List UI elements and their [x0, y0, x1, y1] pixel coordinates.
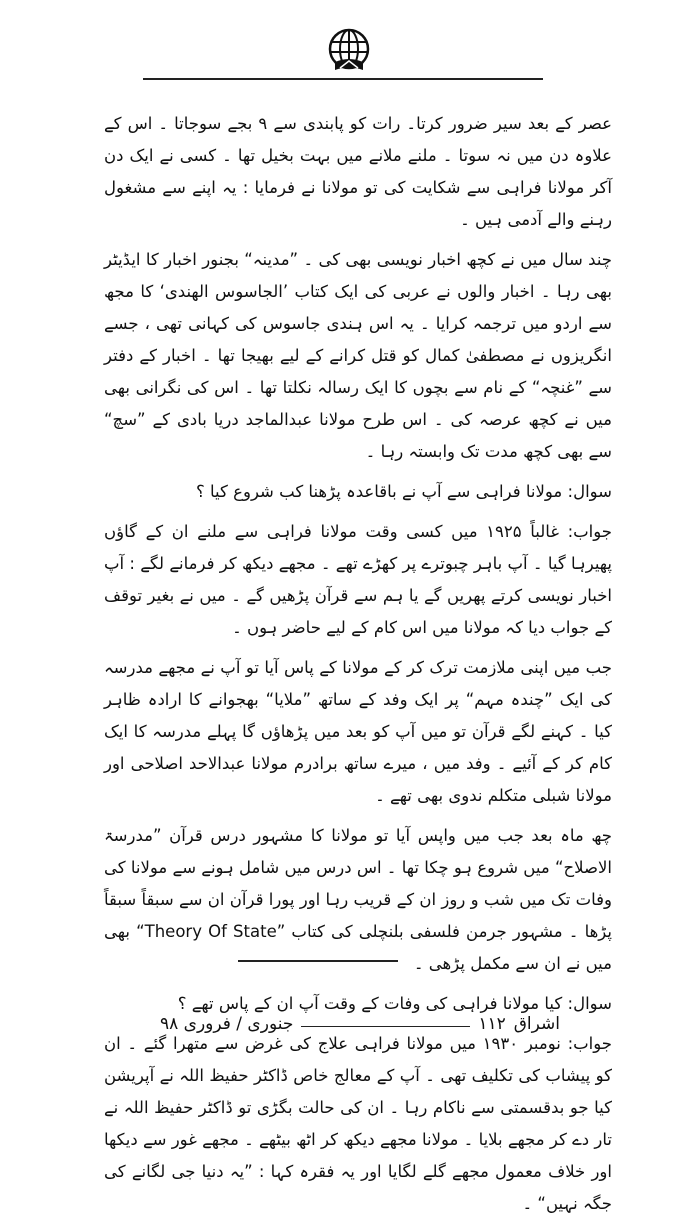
answer-1: جواب: غالباً ۱۹۲۵ میں کسی وقت مولانا فراہی سے ملنے ان کے گاؤں پھیرہا گیا ۔ آپ باہر چبوترے پر کھڑے تھے ۔ مجھے دیکھ کر فرمانے لگے : آپ اخبار نویسی کرتے پھریں گے یا ہم سے قرآن پڑھیں گے ۔ میں نے بغیر توقف کے جواب دیا کہ مولانا میں اس کام کے لیے حاضر ہوں ۔	[104, 522, 612, 637]
question-label: سوال:	[567, 994, 612, 1013]
footer-rule	[301, 1026, 470, 1027]
header-rule	[143, 78, 543, 80]
paragraph-1: عصر کے بعد سیر ضرور کرتا۔ رات کو پابندی سے ۹ بجے سوجاتا ۔ اس کے علاوہ دن میں نہ سوتا ۔ ملنے ملانے میں بہت بخیل تھا ۔ کسی نے ایک دن آکر مولانا فراہی سے شکایت کی تو مولانا نے فرمایا : یہ اپنے سے مشغول رہنے والے آدمی ہیں ۔	[104, 114, 613, 229]
paragraph-4: چھ ماہ بعد جب میں واپس آیا تو مولانا کا مشہور درس قرآن ”مدرسۃ الاصلاح“ میں شروع ہو چکا تھا ۔ اس درس میں شامل ہونے سے مولانا کی وفات تک میں شب و روز ان کے قریب رہا اور پورا قرآن ان سے سبقاً سبقاً پڑھا ۔ مشہور جرمن فلسفی بلنچلی کی کتاب ”Theory Of State“ بھی میں نے ان سے مکمل پڑھی ۔	[104, 826, 612, 973]
page-footer	[160, 1010, 560, 1038]
answer-2: جواب: نومبر ۱۹۳۰ میں مولانا فراہی علاج کی غرض سے متھرا گئے ۔ ان کو پیشاب کی تکلیف تھی ۔ آپ کے معالج خاص ڈاکٹر حفیظ اللہ نے آپریشن کیا جو بدقسمتی سے ناکام رہا ۔ ان کی حالت بگڑی تو ڈاکٹر حفیظ اللہ نے تار دے کر مجھے بلایا ۔ مولانا مجھے دیکھ کر اٹھ بیٹھے ۔ مجھے غور سے دیکھا اور خلاف معمول مجھے گلے لگایا اور یہ فقرہ کہا : ”یہ دنیا جی لگانے کی جگہ نہیں“ ۔	[104, 1034, 612, 1213]
question-label: سوال:	[567, 482, 612, 501]
footer-issue-date: جنوری / فروری ۹۸	[160, 1014, 294, 1034]
article-body	[104, 108, 612, 1228]
question-1: سوال: مولانا فراہی سے آپ نے باقاعدہ پڑھنا کب شروع کیا ؟	[196, 482, 612, 501]
question-2: سوال: کیا مولانا فراہی کی وفات کے وقت آپ ان کے پاس تھے ؟	[177, 994, 612, 1013]
footer-journal-name: اشراق	[513, 1014, 560, 1034]
answer-label: جواب:	[567, 1034, 612, 1053]
answer-label: جواب:	[567, 522, 612, 541]
paragraph-3: جب میں اپنی ملازمت ترک کر کے مولانا کے پاس آیا تو آپ نے مجھے مدرسہ کی ایک ”چندہ مہم“ پر ایک وفد کے ساتھ ”ملایا“ بھجوانے کا ارادہ ظاہر کیا ۔ کہنے لگے قرآن تو میں آپ کو بعد میں پڑھاؤں گا پہلے مدرسہ کا ایک کام کر کے آئیے ۔ وفد میں ، میرے ساتھ برادرم مولانا عبدالاحد اصلاحی اور مولانا شبلی متکلم ندوی بھی تھے ۔	[104, 658, 612, 805]
section-end-rule	[238, 960, 398, 962]
footer-page-number: ۱۱۲	[478, 1014, 506, 1034]
paragraph-2: چند سال میں نے کچھ اخبار نویسی بھی کی ۔ ”مدینہ“ بجنور اخبار کا ایڈیٹر بھی رہا ۔ اخبار والوں نے عربی کی ایک کتاب ’الجاسوس الهندی‘ کا مجھ سے اردو میں ترجمہ کرایا ۔ یہ اس ہندی جاسوس کی کہانی تھی ، جسے انگریزوں نے مصطفیٰ کمال کو قتل کرانے کے لیے بھیجا تھا ۔ اخبار کے دفتر سے ”غنچہ“ کے نام سے بچوں کا ایک رسالہ نکلتا تھا ۔ اس کی نگرانی بھی میں نے کچھ عرصہ کی ۔ اس طرح مولانا عبدالماجد دریا بادی کے ”سچ“ سے بھی کچھ مدت تک وابستہ رہا ۔	[104, 250, 612, 461]
globe-book-emblem-icon	[326, 28, 372, 74]
